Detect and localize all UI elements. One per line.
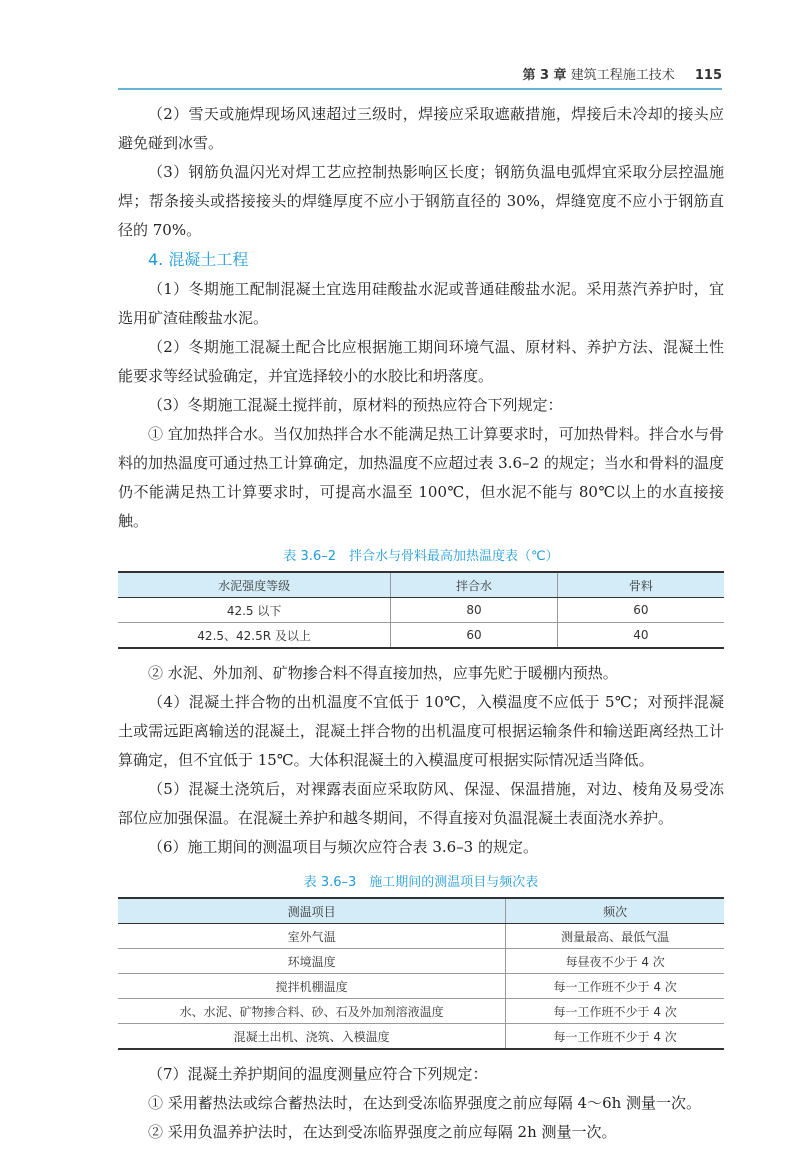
table-cell: 每昼夜不少于 4 次 (506, 949, 724, 974)
paragraph: ① 采用蓄热法或综合蓄热法时，在达到受冻临界强度之前应每隔 4～6h 测量一次。 (148, 1094, 702, 1112)
table-cell: 每一工作班不少于 4 次 (553, 1029, 677, 1044)
table-row (118, 949, 724, 974)
table-row (118, 999, 724, 1024)
table-cell: 每一工作班不少于 4 次 (506, 974, 724, 999)
table-cell: 42.5 以下 (118, 598, 391, 623)
table-cell: 混凝土出机、浇筑、入模温度 (118, 1024, 506, 1050)
table-header-row (118, 898, 724, 924)
header-text (522, 64, 722, 83)
column-header: 水泥强度等级 (118, 572, 391, 598)
paragraph: ② 采用负温养护法时，在达到受冻临界强度之前应每隔 2h 测量一次。 (148, 1123, 617, 1141)
column-header: 骨料 (557, 572, 724, 598)
paragraph: （7）混凝土养护期间的温度测量应符合下列规定： (148, 1065, 488, 1083)
heating-temperature-table (118, 571, 724, 649)
paragraph: （3）冬期施工混凝土搅拌前，原材料的预热应符合下列规定： (148, 396, 563, 414)
table-cell: 每一工作班不少于 4 次 (506, 999, 724, 1024)
table-cell: 80 (391, 598, 558, 623)
table-row (118, 623, 724, 649)
page-number: 115 (694, 68, 722, 83)
column-header: 测温项目 (118, 898, 506, 924)
table-cell: 40 (633, 628, 649, 642)
paragraph: （2）冬期施工混凝土配合比应根据施工期间环境气温、原材料、养护方法、混凝土性能要求等经试验确定，并宜选择较小的水胶比和坍落度。 (118, 338, 724, 385)
paragraph: （4）混凝土拌合物的出机温度不宜低于 10℃，入模温度不应低于 5℃；对预拌混凝土或需远距离输送的混凝土，混凝土拌合物的出机温度可根据运输条件和输送距离经热工计算确定，但不宜低于 15℃。大体积混凝土的入模温度可根据实际情况适当降低。 (118, 693, 724, 769)
table-caption: 表 3.6–3 施工期间的测温项目与频次表 (303, 875, 539, 890)
table-row (118, 1024, 724, 1050)
table-cell: 环境温度 (118, 949, 506, 974)
paragraph: （5）混凝土浇筑后，对裸露表面应采取防风、保湿、保温措施，对边、棱角及易受冻部位应加强保温。在混凝土养护和越冬期间，不得直接对负温混凝土表面浇水养护。 (118, 780, 724, 827)
table-row (118, 974, 724, 999)
table-caption: 表 3.6–2 拌合水与骨料最高加热温度表（℃） (283, 549, 559, 564)
table-cell: 水、水泥、矿物掺合料、砂、石及外加剂溶液温度 (118, 999, 506, 1024)
chapter-number: 第 3 章 (522, 68, 567, 83)
table-cell: 搅拌机棚温度 (118, 974, 506, 999)
table-header-row (118, 572, 724, 598)
paragraph: （6）施工期间的测温项目与频次应符合表 3.6–3 的规定。 (148, 838, 538, 856)
column-header: 频次 (506, 898, 724, 924)
table-cell: 42.5、42.5R 及以上 (118, 623, 391, 649)
table-cell: 60 (557, 598, 724, 623)
table-cell: 测量最高、最低气温 (506, 924, 724, 949)
table-row (118, 924, 724, 949)
column-header: 拌合水 (391, 572, 558, 598)
paragraph: （1）冬期施工配制混凝土宜选用硅酸盐水泥或普通硅酸盐水泥。采用蒸汽养护时，宜选用矿渣硅酸盐水泥。 (118, 280, 724, 327)
table-cell: 室外气温 (118, 924, 506, 949)
table-row (118, 598, 724, 623)
paragraph: ② 水泥、外加剂、矿物掺合料不得直接加热，应事先贮于暖棚内预热。 (148, 664, 618, 682)
temperature-monitoring-table (118, 897, 724, 1050)
chapter-title: 建筑工程施工技术 (570, 68, 675, 83)
paragraph: ① 宜加热拌合水。当仅加热拌合水不能满足热工计算要求时，可加热骨料。拌合水与骨料的加热温度可通过热工计算确定，加热温度不应超过表 3.6–2 的规定；当水和骨料的温度仍不能满足热工计算要求时，可提高水温至 100℃，但水泥不能与 80℃以上的水直接接触。 (118, 425, 724, 530)
section-heading: 4. 混凝土工程 (148, 250, 249, 269)
header-rule (118, 88, 722, 90)
paragraph: （3）钢筋负温闪光对焊工艺应控制热影响区长度；钢筋负温电弧焊宜采取分层控温施焊；帮条接头或搭接接头的焊缝厚度不应小于钢筋直径的 30%，焊缝宽度不应小于钢筋直径的 70%。 (118, 163, 724, 239)
running-header (118, 64, 722, 86)
paragraph: （2）雪天或施焊现场风速超过三级时，焊接应采取遮蔽措施，焊接后未冷却的接头应避免碰到冰雪。 (118, 105, 724, 152)
table-cell: 60 (391, 623, 558, 649)
page-body (118, 100, 724, 1147)
